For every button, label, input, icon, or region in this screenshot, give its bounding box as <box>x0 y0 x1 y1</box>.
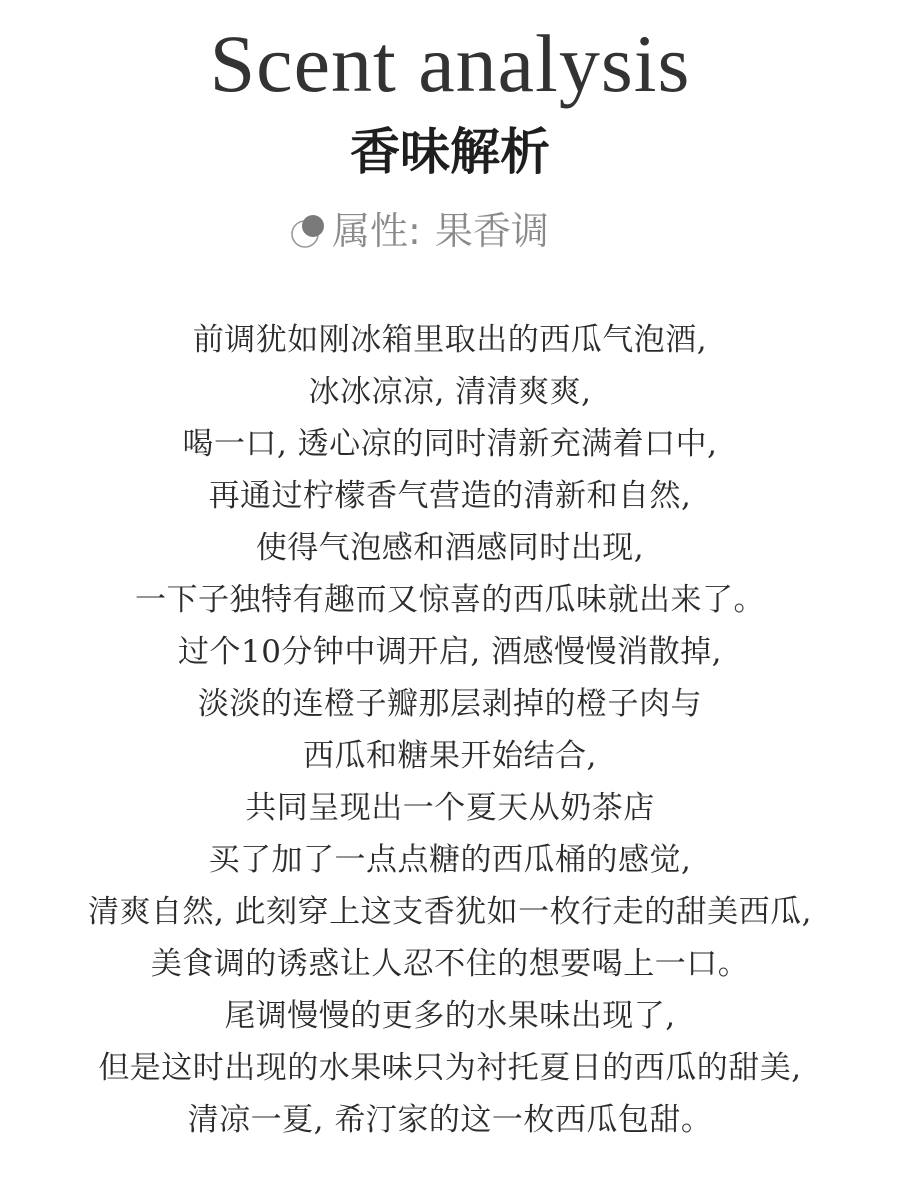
description-line: 西瓜和糖果开始结合, <box>303 738 597 774</box>
description-line: 再通过柠檬香气营造的清新和自然, <box>208 478 692 514</box>
description-line: 买了加了一点点糖的西瓜桶的感觉, <box>208 842 692 878</box>
scent-description <box>0 314 900 1146</box>
page-title-chinese: 香味解析 <box>350 122 550 181</box>
description-line: 喝一口, 透心凉的同时清新充满着口中, <box>182 426 718 462</box>
page-title-english: Scent analysis <box>209 18 691 109</box>
description-line: 前调犹如刚冰箱里取出的西瓜气泡酒, <box>192 322 708 358</box>
description-line: 淡淡的连橙子瓣那层剥掉的橙子肉与 <box>198 686 702 722</box>
description-line: 过个10分钟中调开启, 酒感慢慢消散掉, <box>177 634 722 670</box>
half-moon-circle-icon <box>288 211 328 251</box>
description-line: 美食调的诱惑让人忍不住的想要喝上一口。 <box>150 946 750 982</box>
description-line: 共同呈现出一个夏天从奶茶店 <box>245 790 655 826</box>
description-line: 尾调慢慢的更多的水果味出现了, <box>224 998 676 1034</box>
description-line: 使得气泡感和酒感同时出现, <box>255 530 645 566</box>
description-line: 清爽自然, 此刻穿上这支香犹如一枚行走的甜美西瓜, <box>87 894 813 930</box>
scent-attribute <box>288 206 549 256</box>
description-line: 冰冰凉凉, 清清爽爽, <box>308 374 592 410</box>
attribute-label: 属性 <box>332 209 409 253</box>
description-line: 清凉一夏, 希汀家的这一枚西瓜包甜。 <box>187 1102 713 1138</box>
description-line: 但是这时出现的水果味只为衬托夏日的西瓜的甜美, <box>98 1050 802 1086</box>
attribute-separator: : <box>408 209 421 253</box>
description-line: 一下子独特有趣而又惊喜的西瓜味就出来了。 <box>135 582 765 618</box>
attribute-value: 果香调 <box>434 209 549 253</box>
